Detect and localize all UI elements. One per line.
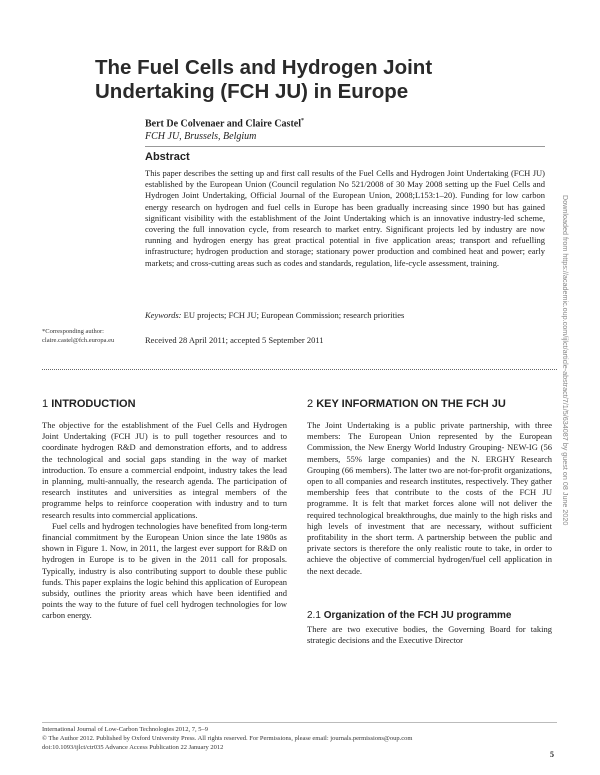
copyright-notice: © The Author 2012. Published by Oxford University Press. All rights reserved. For Permissions, please email: journals.permissions@oup.com (42, 735, 413, 742)
keywords-list: EU projects; FCH JU; European Commission; research priorities (183, 310, 405, 320)
section1-title: INTRODUCTION (51, 398, 136, 410)
subsection-paragraph: There are two executive bodies, the Governing Board for taking strategic decisions and the Executive Director (307, 624, 552, 646)
download-notice-text[interactable]: Downloaded from https://academic.oup.com/ijlct/article-abstract/7/1/5/634087 by guest on 08 June 2020 (561, 195, 570, 526)
section2-body (307, 420, 552, 577)
section2-heading (307, 398, 506, 410)
section2-paragraph-1: The Joint Undertaking is a public private partnership, with three members: The European Union represented by the European Commission, the New Energy World Industry Grouping- NEW-IG (56 members, 55% large companies) and the N. ERGHY Research Grouping (66 members). The latter two are not-for-profit organizations, open to all companies and research institutes, respectively. They gather membership fees that contribute to the costs of the FCH JU programme. It is felt that market forces alone will not deliver the required technological breakthroughs, due mainly to the high risks and high levels of investment that are necessary, without sufficient profitability in the short term. A partnership between the public and private sectors is therefore the only realistic route to take, in order to achieve the objective of commercial hydrogen/fuel cell application in the next decade. (307, 420, 552, 576)
subsection-title: Organization of the FCH JU programme (323, 610, 512, 621)
section1-paragraph-2: Fuel cells and hydrogen technologies have benefited from long-term financial commitment by the European Union since the late 1980s as shown in Figure 1. Now, in 2011, the largest ever support for R&D on hydrogen in Europe is to be given in the 2011 call for proposals. Typically, industry is also contributing support to double these public funds. This paper explains the logic behind this application of European subsidy, outlines the priority areas which have been identified and points the way to the future of fuel cell hydrogen technologies for low carbon energy. (42, 520, 287, 621)
page-number: 5 (550, 750, 554, 759)
subsection-body (307, 624, 552, 646)
corresponding-label: *Corresponding author: (42, 328, 104, 335)
section2-title: KEY INFORMATION ON THE FCH JU (316, 398, 506, 410)
corresponding-mark: * (301, 118, 304, 124)
section1-heading (42, 398, 136, 410)
article-title: The Fuel Cells and Hydrogen Joint Undertaking (FCH JU) in Europe (95, 56, 433, 103)
section-divider (42, 369, 557, 370)
doi-line: doi:10.1093/ijlct/ctr035 Advance Access Publication 22 January 2012 (42, 744, 224, 751)
author-names: Bert De Colvenaer and Claire Castel (145, 118, 301, 130)
section1-body (42, 420, 287, 622)
section1-paragraph-1: The objective for the establishment of the Fuel Cells and Hydrogen Joint Undertaking (FCH JU) is to pull together resources and to coordinate hydrogen R&D and demonstration efforts, and to address the technological and social gaps standing in the way of market introduction. To ensure a commercial endpoint, industry takes the lead in planning, multi-annually, the research agenda. The participation of research institutes and universities as integral members of the programme helps to reinforce cooperation with industry and to turn research results into commercial applications. (42, 420, 287, 520)
subsection-heading (307, 610, 511, 621)
corresponding-author (42, 327, 137, 345)
authors (145, 118, 304, 129)
keywords-label: Keywords: (145, 310, 182, 320)
section2-number: 2 (307, 398, 314, 410)
received-dates: Received 28 April 2011; accepted 5 September 2011 (145, 335, 324, 345)
affiliation: FCH JU, Brussels, Belgium (145, 131, 257, 142)
footer (42, 725, 522, 752)
subsection-number: 2.1 (307, 610, 321, 621)
section1-number: 1 (42, 398, 49, 410)
journal-citation: International Journal of Low-Carbon Technologies 2012, 7, 5–9 (42, 726, 209, 733)
header-rule (145, 146, 545, 147)
corresponding-email[interactable]: claire.castel@fch.europa.eu (42, 337, 115, 344)
footer-rule (42, 722, 557, 723)
keywords (145, 310, 545, 320)
abstract-heading: Abstract (145, 151, 190, 163)
abstract-text: This paper describes the setting up and first call results of the Fuel Cells and Hydrogen Joint Undertaking (FCH JU) established by the European Union (Council regulation No 521/2008 of 30 May 2008 setting up the Fuel Cells and Hydrogen Joint Undertaking, Official Journal of the European Union, 2008;L153:1–20). Funding for low carbon energy research on hydrogen and fuel cells in Europe has been gradually increasing since 1990 but has gained significant visibility with the establishment of the Joint Undertaking which is an innovative industry-led scheme, covering the full innovation cycle, from research to market entry. Significant projects led by industry are now running and hydrogen energy has great practical potential in five application areas; transport and refuelling infrastructure; hydrogen production and storage; stationary power production and combined heat and power; early markets; and cross-cutting areas such as codes and standards, regulation, life-cycle assessment, training. (145, 168, 545, 268)
